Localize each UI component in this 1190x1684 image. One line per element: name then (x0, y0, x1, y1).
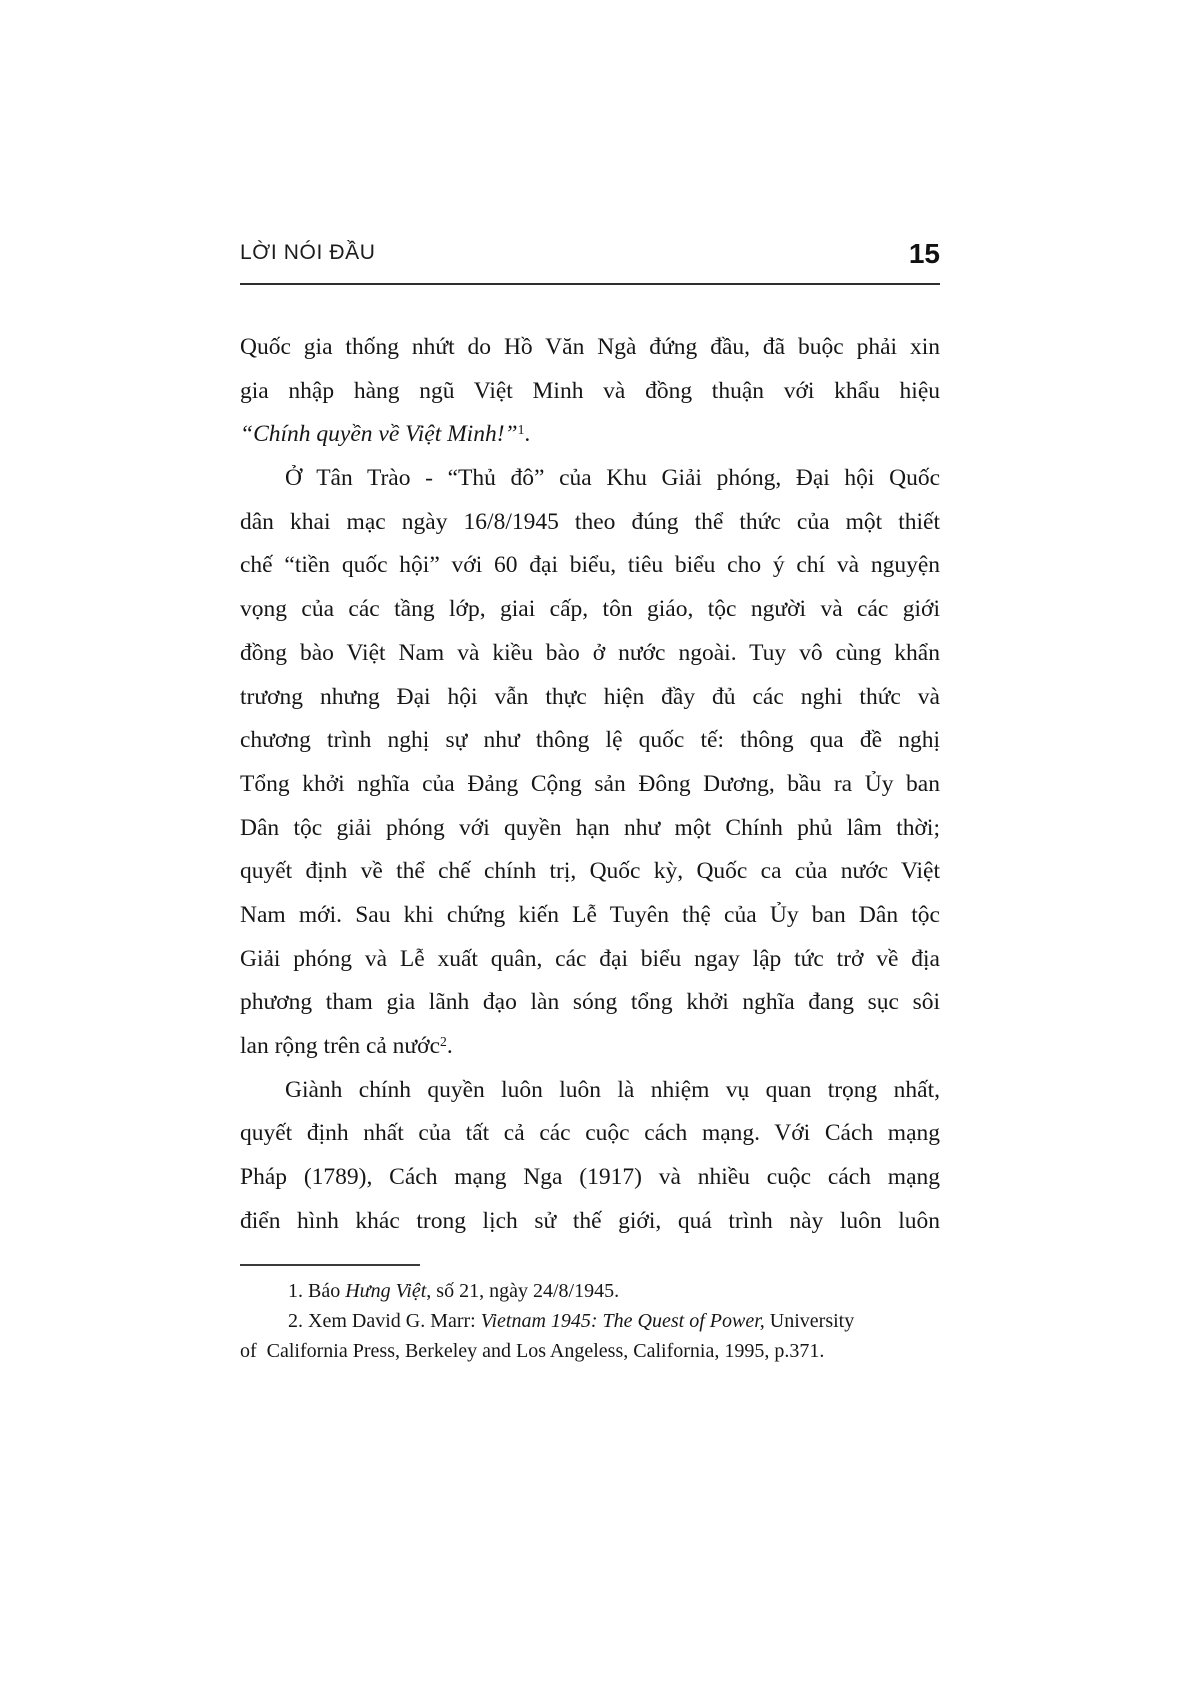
section-title: LỜI NÓI ĐẦU (240, 241, 376, 264)
paragraph (240, 457, 940, 1069)
text-line: dân khai mạc ngày 16/8/1945 theo đúng thể thức của một thiết (240, 508, 940, 535)
paragraph (240, 1069, 940, 1244)
text-line: “Chính quyền về Việt Minh!”$^1$. (240, 421, 531, 448)
text-line: gia nhập hàng ngũ Việt Minh và đồng thuận với khẩu hiệu (240, 377, 940, 404)
text-line: lan rộng trên cả nước$^2$. (240, 1033, 453, 1059)
text-line: 1. Báo Hưng Việt, số 21, ngày 24/8/1945. (288, 1280, 620, 1302)
body-text (240, 326, 940, 1243)
paragraph (240, 326, 940, 457)
text-line: chế “tiền quốc hội” với 60 đại biểu, tiêu biểu cho ý chí và nguyện (240, 552, 940, 579)
running-header (240, 238, 940, 271)
text-line: Quốc gia thống nhứt do Hồ Văn Ngà đứng đầu, đã buộc phải xin (240, 334, 940, 360)
text-line: 2. Xem David G. Marr: Vietnam 1945: The Quest of Power, University (288, 1310, 855, 1332)
text-line: Giành chính quyền luôn luôn là nhiệm vụ quan trọng nhất, (285, 1076, 940, 1103)
text-line: Pháp (1789), Cách mạng Nga (1917) và nhiều cuộc cách mạng (240, 1164, 940, 1191)
text-line: of California Press, Berkeley and Los Angeless, California, 1995, p.371. (240, 1340, 825, 1362)
footnote-divider (240, 1264, 420, 1266)
text-line: đồng bào Việt Nam và kiều bào ở nước ngoài. Tuy vô cùng khẩn (240, 639, 940, 666)
page-number: 15 (908, 238, 940, 269)
text-line: Dân tộc giải phóng với quyền hạn như một Chính phủ lâm thời; (240, 814, 940, 841)
text-line: Giải phóng và Lễ xuất quân, các đại biểu ngay lập tức trở về địa (240, 945, 940, 972)
text-line: vọng của các tầng lớp, giai cấp, tôn giáo, tộc người và các giới (240, 596, 940, 623)
footnote-reference: 2 (440, 1033, 447, 1049)
text-line: Tổng khởi nghĩa của Đảng Cộng sản Đông Dương, bầu ra Ủy ban (240, 770, 940, 797)
text-line: phương tham gia lãnh đạo làn sóng tổng khởi nghĩa đang sục sôi (240, 989, 940, 1016)
footnote-reference: 1 (517, 421, 525, 437)
text-line: trương nhưng Đại hội vẫn thực hiện đầy đủ các nghi thức và (240, 683, 940, 710)
text-line: điển hình khác trong lịch sử thế giới, quá trình này luôn luôn (240, 1207, 940, 1234)
text-line: chương trình nghị sự như thông lệ quốc tế: thông qua đề nghị (240, 727, 940, 754)
text-line: Ở Tân Trào - “Thủ đô” của Khu Giải phóng, Đại hội Quốc (285, 465, 940, 492)
text-line: Nam mới. Sau khi chứng kiến Lễ Tuyên thệ của Ủy ban Dân tộc (240, 901, 940, 928)
text-line: quyết định về thể chế chính trị, Quốc kỳ, Quốc ca của nước Việt (240, 858, 940, 885)
footnotes (240, 1276, 940, 1366)
text-line: quyết định nhất của tất cả các cuộc cách mạng. Với Cách mạng (240, 1120, 940, 1147)
header-rule (240, 283, 940, 285)
